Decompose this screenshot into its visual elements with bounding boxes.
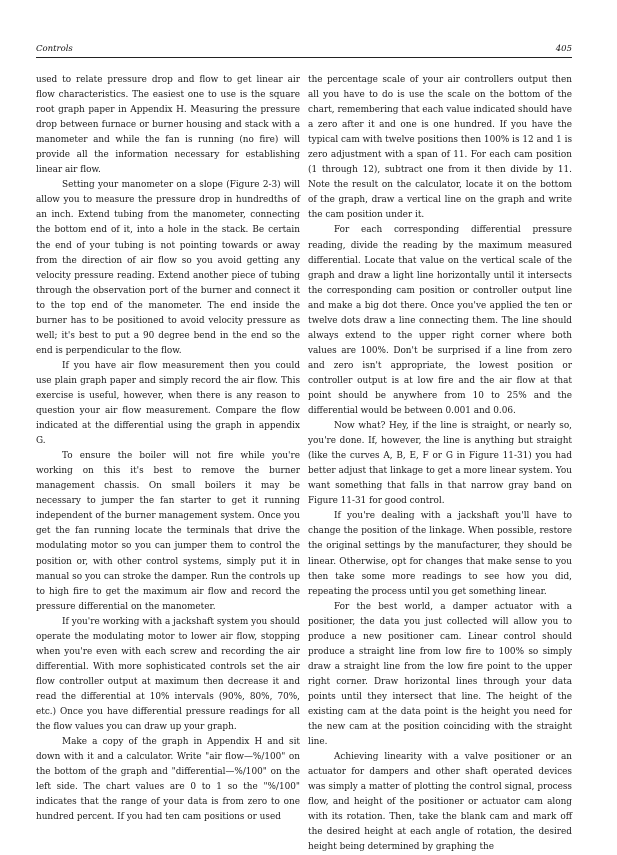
left-column (36, 73, 300, 825)
paragraph: Make a copy of the graph in Appendix H and sit down with it and a calculator. Write "air flow—%/100" on the bottom of the graph and "differential—%/100" on the left side. The chart values are 0 to 1 so the "%/100" indicates that the range of your data is from zero to one hundred percent. If you had ten cam positions or used (36, 737, 300, 823)
paragraph: Setting your manometer on a slope (Figure 2-3) will allow you to measure the pressure drop in hundredths of an inch. Extend tubing from the manometer, connecting the bottom end of it, into a hole in the stack. Be certain the end of your tubing is not pointing towards or away from the direction of air flow so you avoid getting any velocity pressure reading. Extend another piece of tubing through the observation port of the burner and connect it to the top end of the manometer. The end inside the burner has to be positioned to avoid velocity pressure as well; it's best to put a 90 degree bend in the end so the end is perpendicular to the flow. (36, 180, 300, 356)
section-title: Controls (36, 44, 73, 54)
header-rule (36, 57, 572, 58)
paragraph: If you're working with a jackshaft system you should operate the modulating motor to lower air flow, stopping when you're even with each screw and recording the air differential. With more sophisticated controls set the air flow controller output at maximum then decrease it and read the differential at 10% intervals (90%, 80%, 70%, etc.) Once you have differential pressure readings for all the flow values you can draw up your graph. (36, 616, 300, 733)
paragraph: For the best world, a damper actuator with a positioner, the data you just collected will allow you to produce a new positioner cam. Linear control should produce a straight line from low fire to 100% so simply draw a straight line from the low fire point to the upper right corner. Draw horizontal lines through your data points until they intersect that line. The height of the existing cam at the data point is the height you need for the new cam at the position coinciding with the straight line. (308, 601, 572, 748)
paragraph: If you have air flow measurement then you could use plain graph paper and simply record the air flow. This exercise is useful, however, when there is any reason to question your air flow measurement. Compare the flow indicated at the differential using the graph in appendix G. (36, 360, 300, 447)
page-number: 405 (555, 44, 572, 54)
paragraph: To ensure the boiler will not fire while you're working on this it's best to remove the burner management chassis. On small boilers it may be necessary to jumper the fan starter to get it running independent of the burner management system. Once you get the fan running locate the terminals that drive the modulating motor so you can jumper them to control the position or, with other control systems, simply put it in manual so you can stroke the damper. Run the controls up to high fire to get the maximum air flow and record the pressure differential on the manometer. (36, 451, 300, 612)
paragraph: For each corresponding differential pressure reading, divide the reading by the maximum measured differential. Locate that value on the vertical scale of the graph and draw a light line horizontally until it intersects the corresponding cam position or controller output line and make a big dot there. Once you've applied the ten or twelve dots draw a line connecting them. The line should always extend to the upper right corner where both values are 100%. Don't be surprised if a line from zero and zero isn't appropriate, the lowest position or controller output is at low fire and the air flow at that point should be anywhere from 10 to 25% and the differential would be between 0.001 and 0.06. (308, 225, 572, 417)
paragraph: If you're dealing with a jackshaft you'll have to change the position of the linkage. When possible, restore the original settings by the manufacturer, they should be linear. Otherwise, opt for changes that make sense to you then take some more readings to see how you did, repeating the process until you get something linear. (308, 511, 572, 597)
running-header (36, 44, 572, 58)
paragraph: Achieving linearity with a valve positioner or an actuator for dampers and other shaft operated devices was simply a matter of plotting the control signal, process flow, and height of the positioner or actuator cam along with its rotation. Then, take the blank cam and mark off the desired height at each angle of rotation, the desired height being determined by graphing the (308, 752, 572, 853)
right-column (308, 73, 572, 855)
paragraph: used to relate pressure drop and flow to get linear air flow characteristics. The easiest one to use is the square root graph paper in Appendix H. Measuring the pressure drop between furnace or burner housing and stack with a manometer and while the fan is running (no fire) will provide all the information necessary for establishing linear air flow. (36, 75, 300, 176)
paragraph: Now what? Hey, if the line is straight, or nearly so, you're done. If, however, the line is anything but straight (like the curves A, B, E, F or G in Figure 11-31) you had better adjust that linkage to get a more linear system. You want something that falls in that narrow gray band on Figure 11-31 for good control. (308, 421, 572, 507)
paragraph: the percentage scale of your air controllers output then all you have to do is use the scale on the bottom of the chart, remembering that each value indicated should have a zero after it and one is one hundred. If you have the typical cam with twelve positions then 100% is 12 and 1 is zero adjustment with a span of 11. For each cam position (1 through 12), subtract one from it then divide by 11. Note the result on the calculator, locate it on the bottom of the graph, draw a vertical line on the graph and write the cam position under it. (308, 75, 572, 221)
